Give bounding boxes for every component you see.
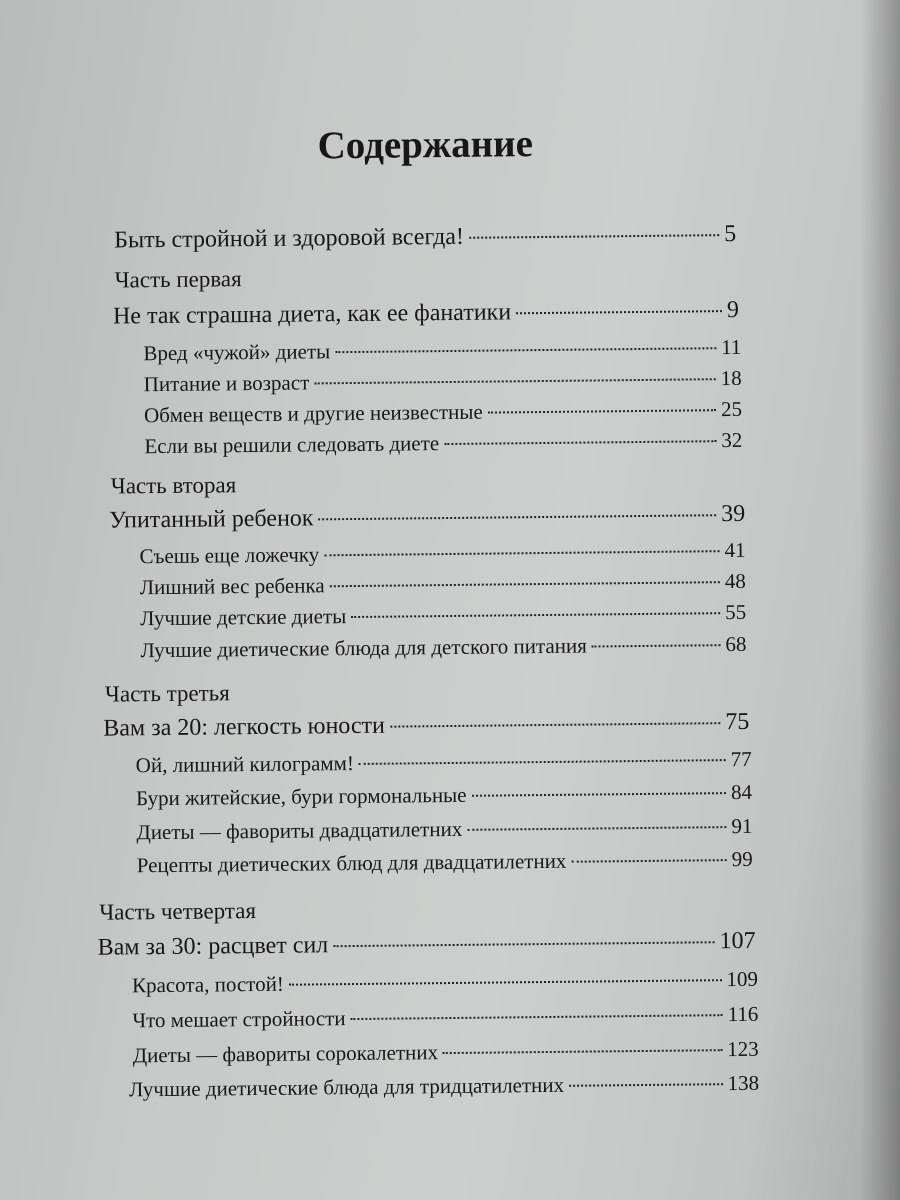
toc-entry-page: 75 [725,708,750,736]
toc-entry-label: Лучшие диетические блюда для детского питания [140,633,587,663]
toc-section [143,332,741,368]
toc-entry-label: Диеты — фавориты двадцатилетних [136,816,463,845]
toc-chapter [109,499,745,536]
part-label: Часть вторая [110,472,237,499]
toc-entry-label: Вред «чужой» диеты [143,339,331,366]
dot-leader [472,792,727,797]
dot-leader [324,550,719,556]
toc-entry-label: Быть стройной и здоровой всегда! [114,223,465,254]
dot-leader [467,826,726,831]
toc-section [129,1068,759,1105]
toc-entry-page: 91 [731,813,753,839]
toc-entry-page: 99 [731,846,753,872]
toc-entry-label: Диеты — фавориты сорокалетних [132,1040,439,1068]
toc-entry-page: 39 [720,500,746,528]
part-label: Часть третья [104,680,230,707]
toc-section [140,629,746,665]
dot-leader [333,941,714,947]
dot-leader [330,581,720,587]
toc-entry-page: 107 [719,927,756,955]
toc-entry-label: Бури житейские, бури гормональные [135,782,467,811]
toc-section [132,999,758,1036]
dot-leader [351,612,720,618]
toc-entry-intro [114,219,736,256]
dot-leader [469,234,719,239]
toc-entry-page: 138 [727,1070,760,1096]
toc-entry-label: Упитанный ребенок [109,505,314,534]
toc-section [144,425,742,461]
dot-leader [443,1049,722,1054]
toc-section [144,394,742,430]
toc-entry-page: 77 [730,746,752,772]
toc-section [136,777,752,813]
toc-section [132,964,758,1001]
toc-entry-label: Лучшие диетические блюда для тридцатилетних [128,1072,565,1102]
toc-section [139,535,745,571]
toc-entry-page: 25 [720,396,743,422]
toc-entry-page: 116 [727,1001,759,1027]
toc-entry-label: Красота, постой! [131,971,284,998]
toc-entry-page: 9 [726,296,740,324]
toc-entry-page: 68 [725,631,747,657]
dot-leader [289,979,722,986]
toc-entry-page: 18 [720,365,742,391]
toc-entry-label: Лишний вес ребенка [139,573,325,600]
toc-entry-page: 48 [724,568,746,594]
toc-entry-page: 55 [725,599,747,625]
part-label: Часть первая [114,266,242,293]
toc-entry-label: Не так страшна диета, как ее фанатики [112,299,512,330]
toc-entry-label: Вам за 20: легкость юности [103,712,386,742]
dot-leader [592,644,721,647]
toc-chapter [113,295,739,332]
toc-entry-page: 5 [724,220,737,248]
toc-entry-page: 32 [721,427,743,453]
toc-chapter [97,926,755,963]
toc-entry-page: 109 [726,966,759,992]
dot-leader [444,440,716,445]
toc-entry-page: 11 [721,334,742,360]
toc-entry-label: Лучшие детские диеты [140,604,347,631]
dot-leader [351,1014,723,1020]
dot-leader [359,759,726,765]
toc-entry-page: 84 [730,779,753,805]
toc-section [136,811,752,847]
dot-leader [569,1083,723,1087]
toc-section [140,566,746,602]
dot-leader [488,409,716,413]
dot-leader [314,378,715,384]
toc-entry-label: Питание и возраст [143,370,310,397]
dot-leader [335,347,716,353]
toc-section [140,597,746,633]
toc-section [137,844,753,880]
toc-section [136,744,752,780]
toc-entry-label: Рецепты диетических блюд для двадцатилетних [136,848,567,878]
toc-entry-label: Что мешает стройности [132,1006,346,1033]
toc-chapter [103,707,749,744]
toc-entry-label: Обмен веществ и другие неизвестные [143,399,483,428]
dot-leader [516,310,722,314]
dot-leader [319,514,717,520]
toc-entry-label: Ой, лишний килограмм! [135,751,355,778]
toc-entry-page: 41 [724,537,746,563]
toc-section [133,1034,759,1071]
dot-leader [571,859,726,863]
toc-entry-label: Съешь еще ложечку [139,542,320,569]
toc-section [144,363,742,399]
toc-entry-label: Если вы решили следовать диете [144,431,440,459]
dot-leader [390,722,720,727]
toc-title: Содержание [317,122,534,168]
part-label: Часть четвертая [99,898,257,925]
toc-entry-page: 123 [727,1036,759,1062]
toc-entry-label: Вам за 30: расцвет сил [97,932,329,961]
